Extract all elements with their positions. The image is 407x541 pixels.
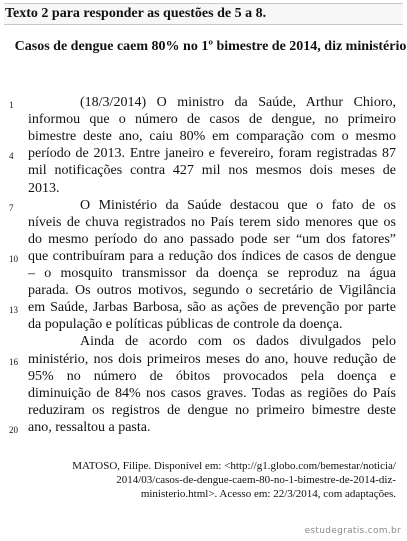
article-line: bimestre deste ano, caiu 80% em comparação com o mesmo <box>28 129 396 145</box>
source-citation-line-1: MATOSO, Filipe. Disponível em: <http://g1.globo.com/bemestar/noticia/ <box>72 460 396 472</box>
article-line: ano, ressaltou a pasta. <box>28 419 151 435</box>
article-line: ministério, nos dois primeiros meses do ano, houve redução de <box>28 351 396 367</box>
instruction-header <box>4 3 403 25</box>
source-citation-line-3: ministerio.html>. Acesso em: 22/3/2014, com adaptações. <box>140 488 396 500</box>
instruction-text: Texto 2 para responder as questões de 5 a 8. <box>5 6 267 21</box>
article-line: níveis de chuva registrados no País terem sido menores que os <box>28 214 396 230</box>
article-line: (18/3/2014) O ministro da Saúde, Arthur Chioro, <box>80 95 396 110</box>
article-line: 2013. <box>28 180 60 196</box>
article-line: da população e políticas públicas de controle da doença. <box>28 317 343 333</box>
line-number: 20 <box>9 424 18 435</box>
article-line: 95% no número de óbitos provocados pela doença e <box>28 368 396 384</box>
article-line: – o mosquito transmissor da doença se reproduz na água <box>28 266 396 281</box>
article-line: Ainda de acordo com os dados divulgados pelo <box>80 334 396 350</box>
watermark: estudegratis.com.br <box>304 526 401 536</box>
line-number: 16 <box>9 356 18 367</box>
article-line: que contribuíram para a redução dos índices de casos de dengue <box>28 248 396 264</box>
line-number: 10 <box>9 253 18 264</box>
article-line: em Saúde, Jarbas Barbosa, são as ações de prevenção por parte <box>28 300 396 316</box>
article-line: período de 2013. Entre janeiro e fevereiro, foram registradas 87 <box>28 146 396 162</box>
article-line: diminuição de 84% nos casos graves. Todas as regiões do País <box>28 385 396 401</box>
article-title: Casos de dengue caem 80% no 1º bimestre de 2014, diz ministério <box>14 39 407 54</box>
line-number: 4 <box>9 151 14 162</box>
article-line: parada. Os outros motivos, segundo o secretário de Vigilância <box>28 283 396 299</box>
article-line: O Ministério da Saúde destacou que o fato de os <box>80 197 396 213</box>
article-line: do mesmo período do ano passado pode ser “um dos fatores” <box>28 231 396 247</box>
source-citation-line-2: 2014/03/casos-de-dengue-caem-80-no-1-bimestre-de-2014-diz- <box>116 474 396 486</box>
line-number: 1 <box>9 100 14 110</box>
line-number: 7 <box>9 202 14 213</box>
article-line: informou que o número de casos de dengue, no primeiro <box>28 112 396 128</box>
article-line: mil notificações contra 427 mil nos mesmos dois meses de <box>28 163 396 179</box>
article-line: reduziram os registros de dengue no primeiro bimestre deste <box>28 402 396 418</box>
line-number: 13 <box>9 305 18 316</box>
